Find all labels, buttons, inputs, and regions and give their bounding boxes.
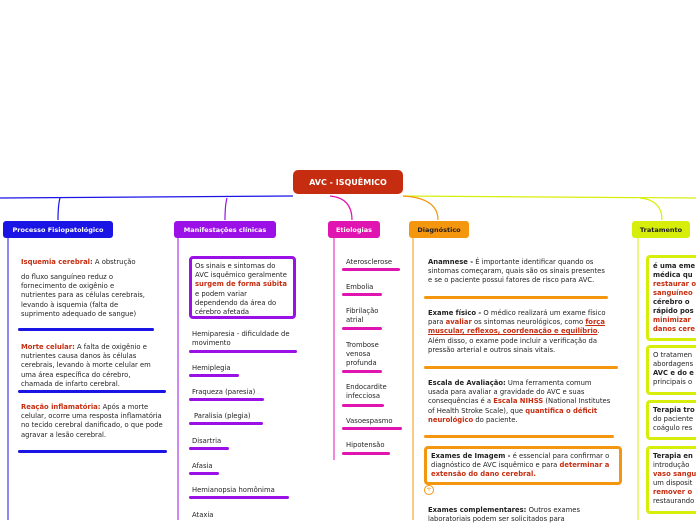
trat-line: rápido pos [653, 307, 694, 315]
etiologia-item[interactable]: Endocardite infecciosa [346, 383, 387, 401]
etiologia-underline [342, 452, 390, 455]
central-topic[interactable] [293, 170, 403, 194]
trat-line: restaurando [653, 497, 695, 505]
branch-etiologias[interactable] [328, 221, 380, 238]
trat-line: Terapia en [653, 452, 693, 460]
diagnostico-imagem-box[interactable] [424, 446, 622, 485]
diag-underline [424, 435, 614, 438]
etiologia-underline [342, 370, 382, 373]
tratamento-box-trombolitica[interactable] [646, 400, 696, 440]
manifestacao-underline [189, 496, 289, 499]
manifestacao-item[interactable]: Hemiplegia [192, 364, 231, 372]
manifestacao-underline [189, 398, 264, 401]
diag-title: Anamnese - [428, 258, 474, 266]
branch-label: Processo Fisiopatológico [12, 225, 104, 234]
fisio-item-text: A obstrução [92, 258, 136, 266]
diagnostico-complementares[interactable] [428, 506, 608, 524]
branch-label: Diagnóstico [417, 225, 461, 234]
diag-highlight: avaliar [445, 318, 472, 327]
branch-label: Etiologias [335, 225, 373, 234]
fisio-underline [18, 390, 166, 393]
diag-text: (National Institutes of Health Stroke Scale), que [428, 397, 611, 415]
manifestacao-underline [189, 350, 297, 353]
manifestacao-item[interactable]: Paralisia (plegia) [194, 412, 251, 420]
tratamento-box-endovascular[interactable] [646, 446, 696, 514]
branch-tratamento[interactable] [632, 221, 690, 238]
diagnostico-anamnese[interactable] [428, 258, 606, 286]
expand-icon[interactable]: + [424, 485, 434, 495]
trat-line: vaso sangu [653, 470, 696, 478]
trat-line: um disposit [653, 479, 693, 487]
fisio-underline [18, 450, 167, 453]
etiologia-underline [342, 327, 382, 330]
central-title: AVC - ISQUÊMICO [309, 177, 387, 187]
manifestacoes-intro-box[interactable] [189, 256, 296, 319]
fisio-item-text: A falta de oxigênio e nutrientes causa danos às células cerebrais, levando à morte celular em uma área específica do cérebro, chamada de infarto cerebral. [21, 343, 151, 388]
fisio-item-text: Após a morte celular, ocorre uma resposta inflamatória no tecido cerebral danificado, o que pode agravar a lesão cerebral. [21, 403, 163, 439]
trat-line: AVC e do e [653, 369, 694, 377]
branch-label: Tratamento [639, 225, 683, 234]
manifestacao-underline [189, 447, 229, 450]
fisio-item-title: Reação inflamatória: [21, 403, 101, 411]
diag-text: Uma ferramenta comum usada para avaliar a gravidade do AVC e suas consequências é a [428, 379, 592, 406]
diagnostico-imagem [431, 452, 619, 480]
tratamento-box-emergencia[interactable] [646, 255, 696, 341]
trat-line: O tratamen [653, 351, 693, 359]
trat-line: remover o [653, 488, 693, 496]
trat-line: do paciente [653, 415, 694, 423]
etiologia-item[interactable]: Embolia [346, 283, 374, 291]
diag-title: Exames de Imagem - [431, 452, 511, 460]
etiologia-underline [342, 427, 402, 430]
tratamento-box-abordagens[interactable] [646, 345, 696, 395]
diag-text: . Além disso, o exame pode incluir a verificação da pressão arterial e outros sinais vitais. [428, 327, 600, 354]
diag-underline [424, 366, 618, 369]
diag-text: Outros exames laboratoriais podem ser solicitados para [428, 506, 580, 524]
etiologia-item[interactable]: Fibrilação atrial [346, 307, 379, 325]
trat-line: cérebro o [653, 298, 690, 306]
fisio-item-text: do fluxo sanguíneo reduz o fornecimento de oxigênio e nutrientes para as células cerebrais, levando à isquemia (falta de suprimento adequado de sangue) [21, 273, 145, 318]
manifestacoes-intro-text [195, 262, 291, 317]
fisio-item-isquemia[interactable] [21, 258, 161, 267]
diag-title: Exames complementares: [428, 506, 527, 514]
diag-text: é essencial para confirmar o diagnóstico de AVC isquêmico e para [431, 452, 610, 470]
diag-text: O médico realizará um exame físico para [428, 309, 606, 327]
trat-line: Terapia tro [653, 406, 695, 414]
manifestacao-item[interactable]: Afasia [192, 462, 213, 470]
diag-highlight: determinar a extensão do dano cerebral. [431, 461, 610, 479]
trat-line: é uma eme [653, 262, 696, 270]
diag-title: Escala de Avaliação: [428, 379, 506, 387]
trat-line: abordagens [653, 360, 694, 368]
fisio-item-morte[interactable] [21, 343, 163, 389]
fisio-item-title: Isquemia cerebral: [21, 258, 93, 266]
manifestacao-item[interactable]: Fraqueza (paresia) [192, 388, 256, 396]
diag-text: do paciente. [473, 415, 518, 424]
trat-line: médica qu [653, 271, 693, 279]
diag-highlight: Escala NIHSS [493, 397, 544, 406]
branch-diagnostico[interactable] [409, 221, 469, 238]
trat-line: sanguíneo [653, 289, 693, 297]
diag-title: Exame físico - [428, 309, 482, 317]
diagnostico-escala[interactable] [428, 379, 612, 425]
etiologia-underline [342, 404, 384, 407]
diag-highlight: quantifica o déficit neurológico [428, 406, 598, 424]
branch-manifestacoes[interactable] [174, 221, 276, 238]
branch-fisiopatologico[interactable] [3, 221, 113, 238]
etiologia-underline [342, 293, 382, 296]
manifestacao-item[interactable]: Hemianopsia homônima [192, 486, 275, 494]
diag-text: os sintomas neurológicos, como [471, 318, 586, 327]
trat-line: coágulo res [653, 424, 693, 432]
fisio-underline [18, 328, 154, 331]
diag-underline [424, 296, 608, 299]
manifestacao-underline [189, 374, 239, 377]
diag-highlight: força muscular, reflexos, coordenação e equilíbrio [428, 318, 605, 336]
manifestacao-underline [189, 422, 263, 425]
manifestacao-item[interactable]: Disartria [192, 437, 222, 445]
fisio-item-title: Morte celular: [21, 343, 75, 351]
manifestacao-underline [189, 472, 219, 475]
trat-line: principais o [653, 378, 693, 386]
branch-label: Manifestações clínicas [183, 225, 267, 234]
diagnostico-exame-fisico[interactable] [428, 309, 616, 355]
fisio-item-reacao[interactable] [21, 403, 165, 440]
manifestacao-item[interactable]: Hemiparesia - dificuldade de movimento [192, 330, 290, 348]
diag-text: É importante identificar quando os sintomas começaram, quais são os sinais presentes e se o paciente possui fatores de risco para AVC. [428, 258, 605, 285]
etiologia-item[interactable]: Aterosclerose [346, 258, 393, 266]
manifestacao-item[interactable]: Ataxia [192, 511, 214, 519]
fisio-item-isquemia-body [21, 273, 151, 319]
etiologia-item[interactable]: Hipotensão [346, 441, 385, 449]
etiologia-item[interactable]: Trombose venosa profunda [346, 341, 379, 368]
intro-pre: Os sinais e sintomas do AVC isquêmico geralmente [195, 262, 287, 280]
trat-line: restaurar o [653, 280, 696, 288]
etiologia-item[interactable]: Vasoespasmo [346, 417, 393, 425]
trat-line: introdução [653, 461, 690, 469]
trat-line: minimizar [653, 316, 691, 324]
intro-post: e podem variar dependendo da área do cérebro afetada [195, 289, 277, 317]
trat-line: danos cere [653, 325, 695, 333]
intro-bold: surgem de forma súbita [195, 280, 287, 289]
etiologia-underline [342, 268, 400, 271]
